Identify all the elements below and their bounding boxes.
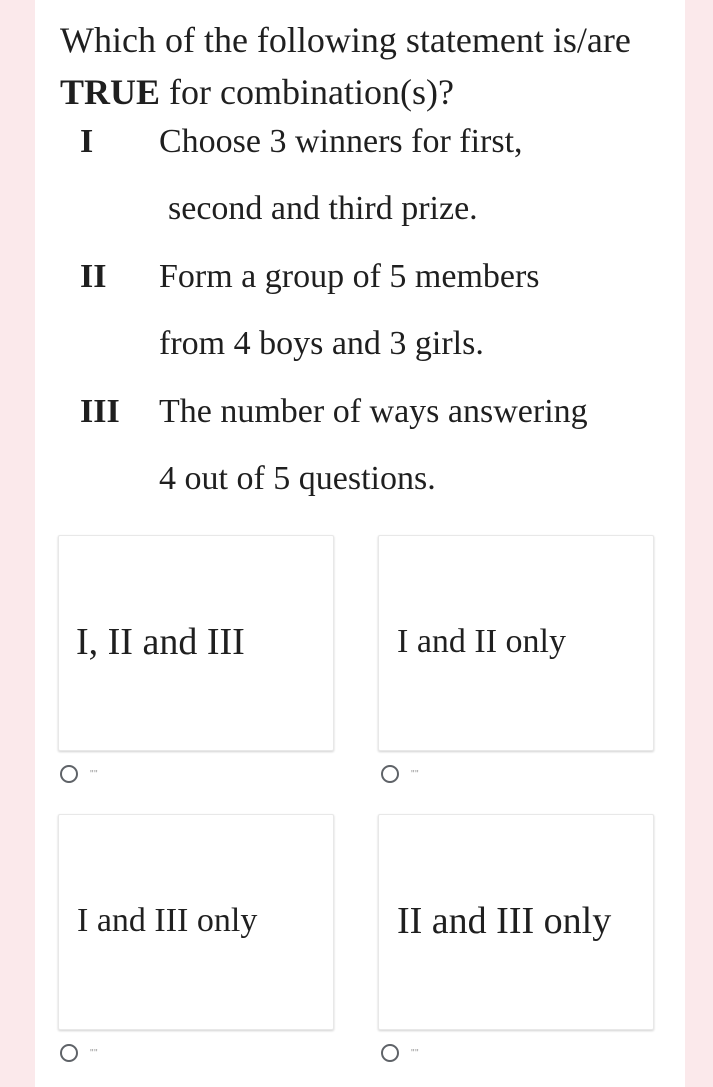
option-4-label: II and III only bbox=[397, 900, 612, 942]
statement-1-numeral: I bbox=[80, 123, 94, 160]
option-4-mark: "" bbox=[411, 1047, 420, 1059]
option-card-4[interactable] bbox=[378, 814, 654, 1030]
option-1-radio[interactable] bbox=[60, 765, 78, 783]
statement-1-line-2: second and third prize. bbox=[168, 190, 478, 227]
option-3-radio-row[interactable] bbox=[60, 1042, 98, 1064]
option-2-label: I and II only bbox=[397, 623, 567, 660]
statement-3-numeral: III bbox=[80, 393, 120, 430]
statement-2-numeral: II bbox=[80, 258, 107, 295]
option-1-radio-row[interactable] bbox=[60, 763, 98, 785]
option-1-mark: "" bbox=[90, 768, 99, 780]
option-3-label: I and III only bbox=[77, 902, 258, 939]
question-text-start: Which of the following statement is/are bbox=[60, 20, 631, 60]
option-card-1[interactable] bbox=[58, 535, 334, 751]
option-1-label: I, II and III bbox=[76, 621, 245, 663]
option-2-mark: "" bbox=[411, 768, 420, 780]
statement-2-line-1: Form a group of 5 members bbox=[159, 258, 540, 295]
option-4-radio-row[interactable] bbox=[381, 1042, 419, 1064]
option-3-mark: "" bbox=[90, 1047, 99, 1059]
option-card-2[interactable] bbox=[378, 535, 654, 751]
option-2-radio-row[interactable] bbox=[381, 763, 419, 785]
question-text-emphasis: TRUE bbox=[60, 72, 161, 112]
statement-1-line-1: Choose 3 winners for first, bbox=[159, 123, 523, 160]
question-text-end: for combination(s)? bbox=[160, 72, 454, 112]
option-card-3[interactable] bbox=[58, 814, 334, 1030]
statement-3-line-1: The number of ways answering bbox=[159, 393, 588, 430]
question-text bbox=[60, 14, 680, 118]
question-card bbox=[35, 0, 685, 1087]
statement-2-line-2: from 4 boys and 3 girls. bbox=[159, 325, 484, 362]
statement-3-line-2: 4 out of 5 questions. bbox=[159, 460, 436, 497]
option-3-radio[interactable] bbox=[60, 1044, 78, 1062]
option-4-radio[interactable] bbox=[381, 1044, 399, 1062]
option-2-radio[interactable] bbox=[381, 765, 399, 783]
